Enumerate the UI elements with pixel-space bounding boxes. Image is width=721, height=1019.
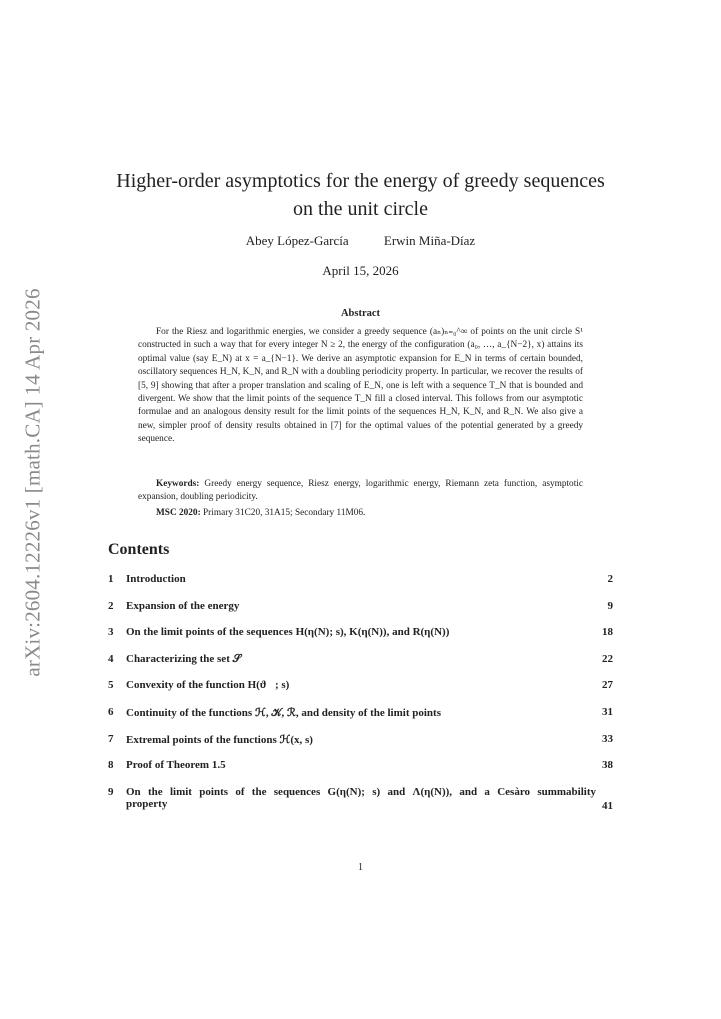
toc-number: 6 [108, 705, 114, 718]
toc-title[interactable]: Extremal points of the functions ℋ(x, s) [126, 733, 313, 746]
toc-page[interactable]: 2 [607, 573, 613, 585]
toc-page[interactable]: 38 [602, 759, 613, 772]
paper-title: Higher-order asymptotics for the energy of greedy sequences on the unit circle [116, 170, 605, 220]
toc-entry[interactable] [108, 623, 613, 650]
toc-number: 8 [108, 759, 114, 772]
toc-title[interactable]: Characterizing the set 𝒮 [126, 652, 242, 665]
toc-title[interactable]: Introduction [126, 573, 186, 585]
toc-number: 5 [108, 679, 114, 692]
author-name: Abey López-García [245, 233, 349, 248]
toc-title[interactable]: Convexity of the function H(ϑ⃗; s) [126, 679, 290, 692]
toc-page[interactable]: 9 [607, 599, 613, 612]
toc-number: 3 [108, 626, 114, 639]
toc-entry[interactable] [108, 676, 613, 703]
toc-entry[interactable] [108, 703, 613, 730]
keywords [138, 478, 583, 505]
paper-date: April 15, 2026 [322, 263, 399, 278]
page-number: 1 [358, 862, 363, 873]
toc-number: 1 [108, 573, 114, 585]
msc-label: MSC 2020: [156, 508, 201, 518]
abstract-body: For the Riesz and logarithmic energies, we consider a greedy sequence (aₙ)ₙ₌₀^∞ of points on the unit circle S¹ constructed in such a way that for every integer N ≥ 2, the energy of the configuration (a₀, …, a_{N−2}, x) attains its optimal value (say E_N) at x = a_{N−1}. We derive an asymptotic expansion for E_N in terms of certain bounded, oscillatory sequences H_N, K_N, and R_N with a doubling periodicity property. In particular, we recover the results of [5, 9] showing that after a proper translation and scaling of E_N, one is left with a sequence T_N that is bounded and divergent. We show that the limit points of the sequence T_N fill a closed interval. This follows from our asymptotic formulae and an analogous density result for the limit points of the sequences H_N, K_N, and R_N. We also give a new, simpler proof of density results obtained in [7] for the optimal values of the potential generated by a greedy sequence. [138, 327, 583, 445]
toc-title[interactable]: Continuity of the functions ℋ, 𝒦, ℛ, and density of the limit points [126, 706, 441, 719]
toc-entry[interactable] [108, 730, 613, 757]
table-of-contents [108, 570, 613, 823]
msc-text: Primary 31C20, 31A15; Secondary 11M06. [203, 508, 366, 518]
toc-entry[interactable] [108, 597, 613, 624]
msc-classification [156, 508, 365, 518]
author-name: Erwin Miña-Díaz [383, 233, 476, 248]
toc-page[interactable]: 41 [602, 799, 613, 812]
toc-title[interactable]: Proof of Theorem 1.5 [126, 759, 226, 772]
toc-page[interactable]: 27 [602, 679, 613, 692]
toc-number: 2 [108, 599, 114, 612]
toc-entry[interactable] [108, 756, 613, 783]
arxiv-identifier-stamp [18, 285, 48, 680]
toc-page[interactable]: 33 [602, 732, 613, 745]
keywords-label: Keywords: [156, 479, 200, 489]
toc-entry[interactable] [108, 650, 613, 677]
toc-number: 7 [108, 732, 114, 745]
toc-page[interactable]: 22 [602, 652, 613, 665]
toc-title[interactable]: On the limit points of the sequences H(η(N); s), K(η(N)), and R(η(N)) [126, 626, 450, 639]
toc-number: 9 [108, 785, 114, 798]
toc-number: 4 [108, 652, 114, 665]
toc-entry[interactable] [108, 783, 613, 823]
toc-page[interactable]: 18 [602, 626, 613, 639]
abstract-heading: Abstract [340, 308, 381, 319]
toc-entry[interactable] [108, 570, 613, 597]
arxiv-stamp-text: arXiv:2604.12226v1 [math.CA] 14 Apr 2026 [20, 288, 45, 677]
keywords-text: Greedy energy sequence, Riesz energy, logarithmic energy, Riemann zeta function, asymptotic expansion, doubling periodicity. [138, 479, 583, 503]
toc-title[interactable]: Expansion of the energy [126, 599, 240, 612]
author-list [108, 233, 613, 249]
contents-heading: Contents [108, 541, 170, 558]
toc-page[interactable]: 31 [602, 705, 613, 718]
toc-title[interactable]: On the limit points of the sequences G(η(N); s) and Λ(η(N)), and a Cesàro summability property [126, 785, 596, 810]
